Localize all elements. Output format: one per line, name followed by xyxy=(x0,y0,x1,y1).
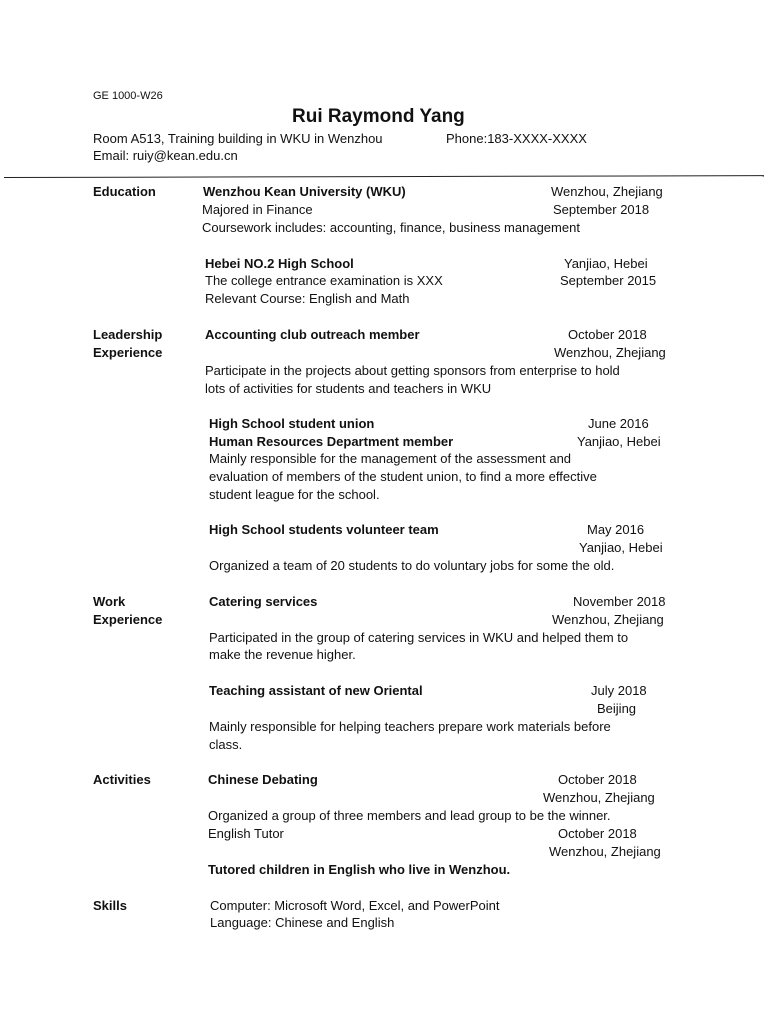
highschool-exam: The college entrance examination is XXX xyxy=(205,273,443,288)
club-desc-2: lots of activities for students and teachers in WKU xyxy=(205,381,492,396)
skill-language: Language: Chinese and English xyxy=(210,915,395,930)
phone: Phone:183-XXXX-XXXX xyxy=(446,131,587,146)
catering-location: Wenzhou, Zhejiang xyxy=(552,612,664,627)
email: Email: ruiy@kean.edu.cn xyxy=(93,148,238,163)
highschool-location: Yanjiao, Hebei xyxy=(564,256,648,271)
section-label-leadership-2: Experience xyxy=(93,345,163,360)
section-label-skills: Skills xyxy=(93,898,127,913)
union-desc-1: Mainly responsible for the management of the assessment and xyxy=(209,451,572,466)
highschool-course: Relevant Course: English and Math xyxy=(205,291,410,306)
tutor-location: Wenzhou, Zhejiang xyxy=(549,844,661,859)
section-label-work-2: Experience xyxy=(93,612,163,627)
university-coursework: Coursework includes: accounting, finance, business management xyxy=(202,220,580,235)
course-code: GE 1000-W26 xyxy=(93,90,163,102)
highschool-title: Hebei NO.2 High School xyxy=(205,256,354,271)
teaching-desc-1: Mainly responsible for helping teachers prepare work materials before xyxy=(209,719,611,734)
union-date: June 2016 xyxy=(588,416,649,431)
teaching-date: July 2018 xyxy=(591,683,647,698)
tutor-title: English Tutor xyxy=(208,826,284,841)
club-desc-1: Participate in the projects about getting sponsors from enterprise to hold xyxy=(205,363,620,378)
catering-desc-2: make the revenue higher. xyxy=(209,647,356,662)
volunteer-location: Yanjiao, Hebei xyxy=(579,540,663,555)
union-desc-3: student league for the school. xyxy=(209,487,380,502)
tutor-desc-1: Tutored children in English who live in Wenzhou. xyxy=(208,862,511,877)
section-label-education: Education xyxy=(93,184,156,199)
debating-location: Wenzhou, Zhejiang xyxy=(543,790,655,805)
debating-title: Chinese Debating xyxy=(208,772,318,787)
page-title: Rui Raymond Yang xyxy=(292,106,465,127)
teaching-location: Beijing xyxy=(597,701,637,716)
debating-date: October 2018 xyxy=(558,772,637,787)
university-major: Majored in Finance xyxy=(202,202,313,217)
volunteer-title: High School students volunteer team xyxy=(209,522,439,537)
volunteer-desc-1: Organized a team of 20 students to do voluntary jobs for some the old. xyxy=(209,558,615,573)
union-desc-2: evaluation of members of the student union, to find a more effective xyxy=(209,469,597,484)
tutor-date: October 2018 xyxy=(558,826,637,841)
club-title: Accounting club outreach member xyxy=(205,327,420,342)
section-label-leadership: Leadership xyxy=(93,327,163,342)
debating-desc-1: Organized a group of three members and lead group to be the winner. xyxy=(208,808,611,823)
union-title-1: High School student union xyxy=(209,416,375,431)
section-label-work: Work xyxy=(93,594,126,609)
university-title: Wenzhou Kean University (WKU) xyxy=(203,184,406,199)
skill-computer: Computer: Microsoft Word, Excel, and PowerPoint xyxy=(210,898,500,913)
university-location: Wenzhou, Zhejiang xyxy=(551,184,663,199)
address: Room A513, Training building in WKU in Wenzhou xyxy=(93,131,383,146)
catering-title: Catering services xyxy=(209,594,318,609)
union-location: Yanjiao, Hebei xyxy=(577,434,661,449)
club-date: October 2018 xyxy=(568,327,647,342)
university-date: September 2018 xyxy=(553,202,650,217)
teaching-title: Teaching assistant of new Oriental xyxy=(209,683,423,698)
catering-desc-1: Participated in the group of catering services in WKU and helped them to xyxy=(209,630,629,645)
teaching-desc-2: class. xyxy=(209,737,243,752)
section-label-activities: Activities xyxy=(93,772,151,787)
highschool-date: September 2015 xyxy=(560,273,657,288)
volunteer-date: May 2016 xyxy=(587,522,645,537)
header-divider xyxy=(4,175,764,178)
club-location: Wenzhou, Zhejiang xyxy=(554,345,666,360)
catering-date: November 2018 xyxy=(573,594,666,609)
union-title-2: Human Resources Department member xyxy=(209,434,454,449)
